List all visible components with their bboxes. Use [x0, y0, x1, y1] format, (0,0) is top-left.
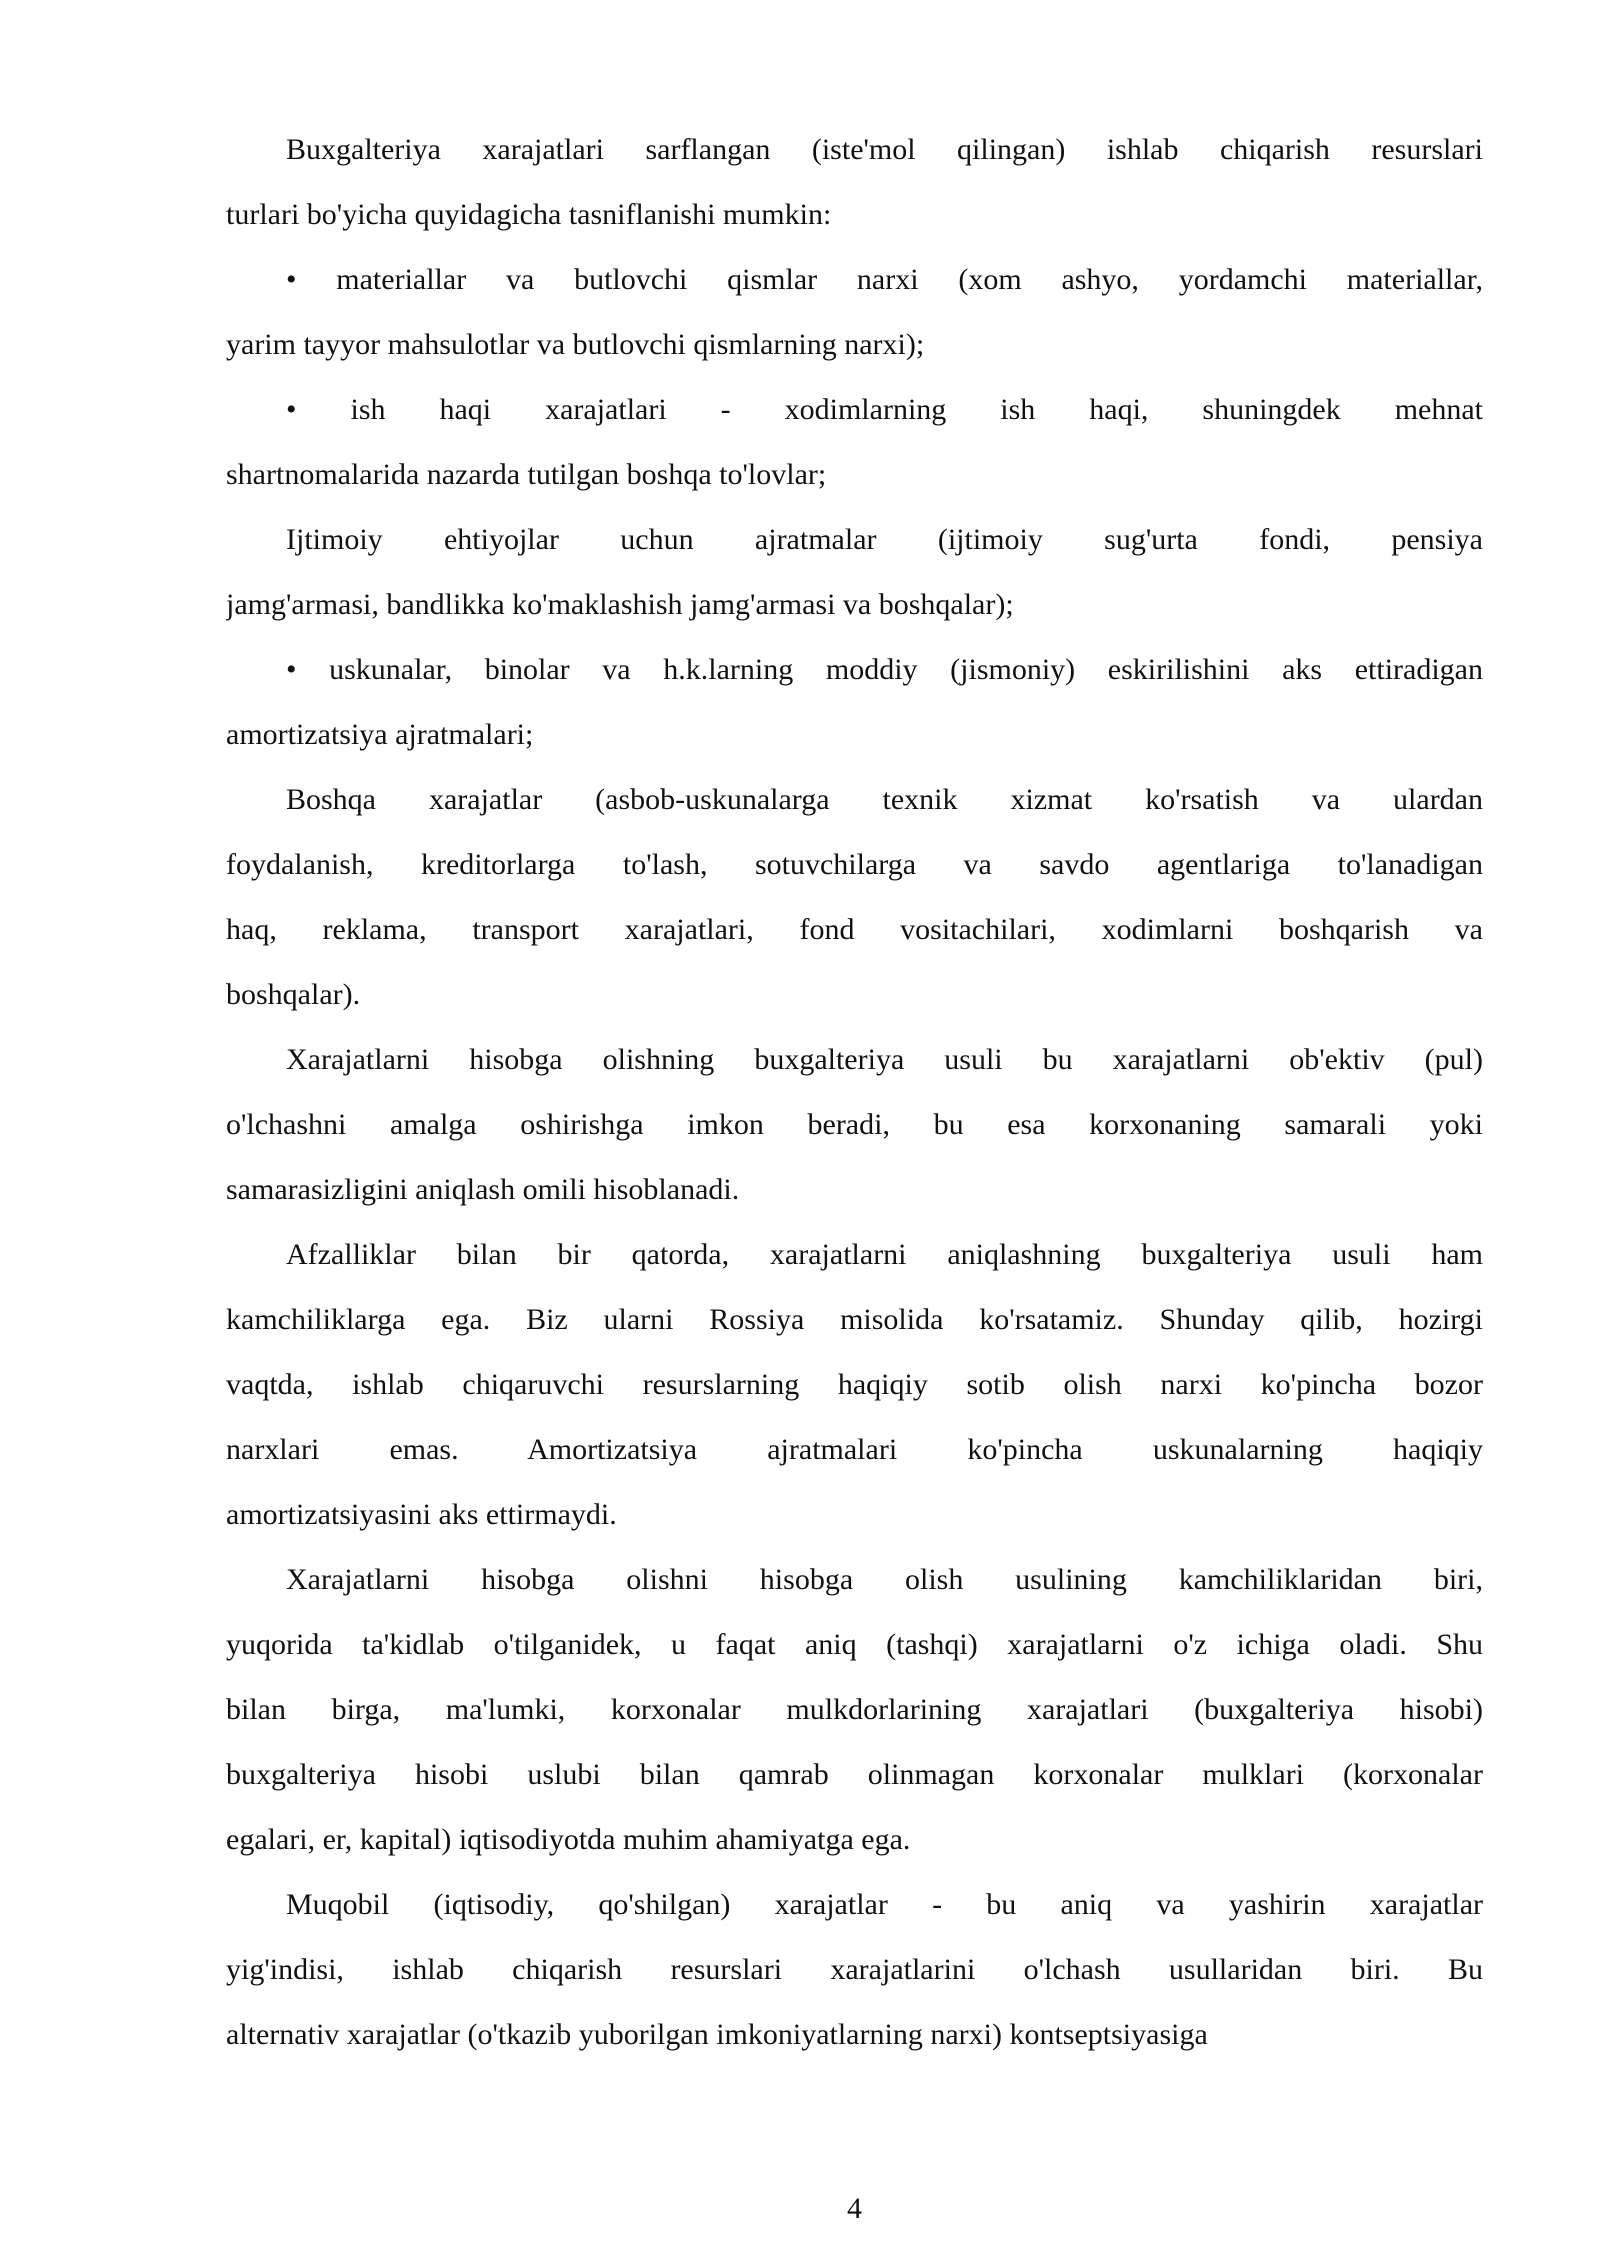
text-line: turlari bo'yicha quyidagicha tasniflanishi mumkin: — [226, 198, 832, 231]
text-line: egalari, er, kapital) iqtisodiyotda muhim ahamiyatga ega. — [226, 1823, 911, 1856]
paragraph — [226, 247, 1483, 377]
text-line: amortizatsiya ajratmalari; — [226, 718, 534, 751]
text-line: vaqtda, ishlab chiqaruvchi resurslarning haqiqiy sotib olish narxi ko'pincha bozor — [226, 1368, 1483, 1401]
text-line: foydalanish, kreditorlarga to'lash, sotuvchilarga va savdo agentlariga to'lanadigan — [226, 848, 1483, 881]
paragraph — [226, 767, 1483, 1027]
text-line: • materiallar va butlovchi qismlar narxi (xom ashyo, yordamchi materiallar, — [286, 263, 1483, 296]
text-line: haq, reklama, transport xarajatlari, fond vositachilari, xodimlarni boshqarish va — [226, 913, 1483, 946]
text-line: narxlari emas. Amortizatsiya ajratmalari ko'pincha uskunalarning haqiqiy — [226, 1433, 1483, 1466]
text-line: Xarajatlarni hisobga olishning buxgalteriya usuli bu xarajatlarni ob'ektiv (pul) — [286, 1043, 1483, 1076]
text-line: alternativ xarajatlar (o'tkazib yuborilgan imkoniyatlarning narxi) kontseptsiyasiga — [226, 2018, 1208, 2051]
paragraph — [226, 1872, 1483, 2067]
text-line: yig'indisi, ishlab chiqarish resurslari xarajatlarini o'lchash usullaridan biri. Bu — [226, 1953, 1483, 1986]
text-line: • ish haqi xarajatlari - xodimlarning ish haqi, shuningdek mehnat — [286, 393, 1483, 426]
text-line: o'lchashni amalga oshirishga imkon beradi, bu esa korxonaning samarali yoki — [226, 1108, 1483, 1141]
text-line: Afzalliklar bilan bir qatorda, xarajatlarni aniqlashning buxgalteriya usuli ham — [286, 1238, 1483, 1271]
text-line: amortizatsiyasini aks ettirmaydi. — [226, 1498, 617, 1531]
text-line: shartnomalarida nazarda tutilgan boshqa to'lovlar; — [226, 458, 827, 491]
text-line: boshqalar). — [226, 978, 361, 1011]
paragraph — [226, 1547, 1483, 1872]
text-line: yuqorida ta'kidlab o'tilganidek, u faqat aniq (tashqi) xarajatlarni o'z ichiga oladi. Shu — [226, 1628, 1483, 1661]
text-line: Buxgalteriya xarajatlari sarflangan (iste'mol qilingan) ishlab chiqarish resurslari — [286, 133, 1483, 166]
text-line: Ijtimoiy ehtiyojlar uchun ajratmalar (ijtimoiy sug'urta fondi, pensiya — [286, 523, 1483, 556]
paragraph — [226, 117, 1483, 247]
text-line: Muqobil (iqtisodiy, qo'shilgan) xarajatlar - bu aniq va yashirin xarajatlar — [286, 1888, 1483, 1921]
paragraph — [226, 1027, 1483, 1222]
text-line: yarim tayyor mahsulotlar va butlovchi qismlarning narxi); — [226, 328, 925, 361]
text-line: kamchiliklarga ega. Biz ularni Rossiya misolida ko'rsatamiz. Shunday qilib, hozirgi — [226, 1303, 1483, 1336]
text-line: Boshqa xarajatlar (asbob-uskunalarga texnik xizmat ko'rsatish va ulardan — [286, 783, 1483, 816]
text-line: jamg'armasi, bandlikka ko'maklashish jamg'armasi va boshqalar); — [226, 588, 1014, 621]
page-number: 4 — [847, 2192, 862, 2225]
text-line: • uskunalar, binolar va h.k.larning moddiy (jismoniy) eskirilishini aks ettiradigan — [286, 653, 1483, 686]
text-line: bilan birga, ma'lumki, korxonalar mulkdorlarining xarajatlari (buxgalteriya hisobi) — [226, 1693, 1483, 1726]
document-body — [226, 117, 1483, 2067]
paragraph — [226, 1222, 1483, 1547]
paragraph — [226, 637, 1483, 767]
text-line: buxgalteriya hisobi uslubi bilan qamrab olinmagan korxonalar mulklari (korxonalar — [226, 1758, 1483, 1791]
text-line: Xarajatlarni hisobga olishni hisobga olish usulining kamchiliklaridan biri, — [286, 1563, 1483, 1596]
text-line: samarasizligini aniqlash omili hisoblanadi. — [226, 1173, 740, 1206]
paragraph — [226, 377, 1483, 507]
paragraph — [226, 507, 1483, 637]
